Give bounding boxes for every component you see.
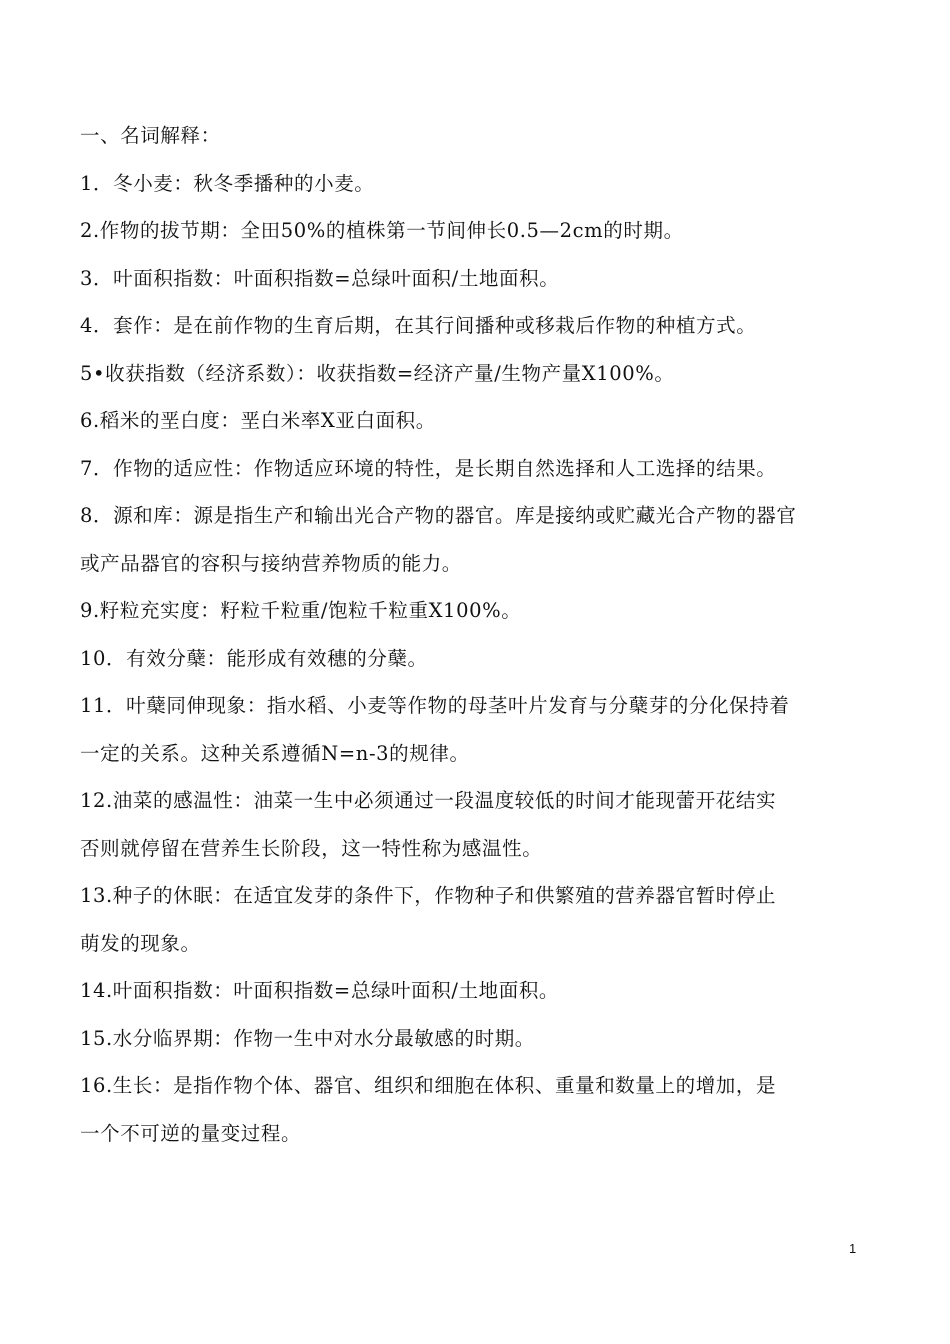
text-line: 2.作物的拔节期：全田50%的植株第一节间伸长0.5—2cm的时期。 [80,219,684,242]
document-body [80,124,880,1169]
text-line: 否则就停留在营养生长阶段，这一特性称为感温性。 [80,836,543,860]
text-line: 11．叶蘖同伸现象：指水稻、小麦等作物的母茎叶片发育与分蘖芽的分化保持着 [80,694,790,717]
text-line: 6.稻米的垩白度：垩白米率X亚白面积。 [80,409,436,432]
text-line: 萌发的现象。 [80,931,201,955]
text-line: 7．作物的适应性：作物适应环境的特性，是长期自然选择和人工选择的结果。 [80,456,777,480]
text-line: 一定的关系。这种关系遵循N=n-3的规律。 [80,741,470,765]
text-line: 5•收获指数（经济系数）：收获指数=经济产量/生物产量X100%。 [80,361,675,385]
text-line: 一个不可逆的量变过程。 [80,1121,302,1145]
text-line: 15.水分临界期：作物一生中对水分最敏感的时期。 [80,1026,535,1050]
text-line: 9.籽粒充实度：籽粒千粒重/饱粒千粒重X100%。 [80,599,522,622]
section-heading: 一、名词解释： [80,124,221,147]
text-line: 12.油菜的感温性：油菜一生中必须通过一段温度较低的时间才能现蕾开花结实 [80,789,777,812]
text-line: 10．有效分蘖：能形成有效穗的分蘖。 [80,646,428,670]
text-line: 13.种子的休眠：在适宜发芽的条件下，作物种子和供繁殖的营养器官暂时停止 [80,884,777,907]
text-line: 14.叶面积指数：叶面积指数=总绿叶面积/土地面积。 [80,979,560,1002]
text-line: 1．冬小麦：秋冬季播种的小麦。 [80,171,375,195]
text-line: 8．源和库：源是指生产和输出光合产物的器官。库是接纳或贮藏光合产物的器官 [80,504,797,527]
text-line: 3．叶面积指数：叶面积指数=总绿叶面积/土地面积。 [80,266,560,290]
text-line: 16.生长：是指作物个体、器官、组织和细胞在体积、重量和数量上的增加，是 [80,1074,777,1097]
page-number: 1 [849,1241,857,1256]
text-line: 4．套作：是在前作物的生育后期，在其行间播种或移栽后作物的种植方式。 [80,314,757,337]
text-line: 或产品器官的容积与接纳营养物质的能力。 [80,551,462,575]
